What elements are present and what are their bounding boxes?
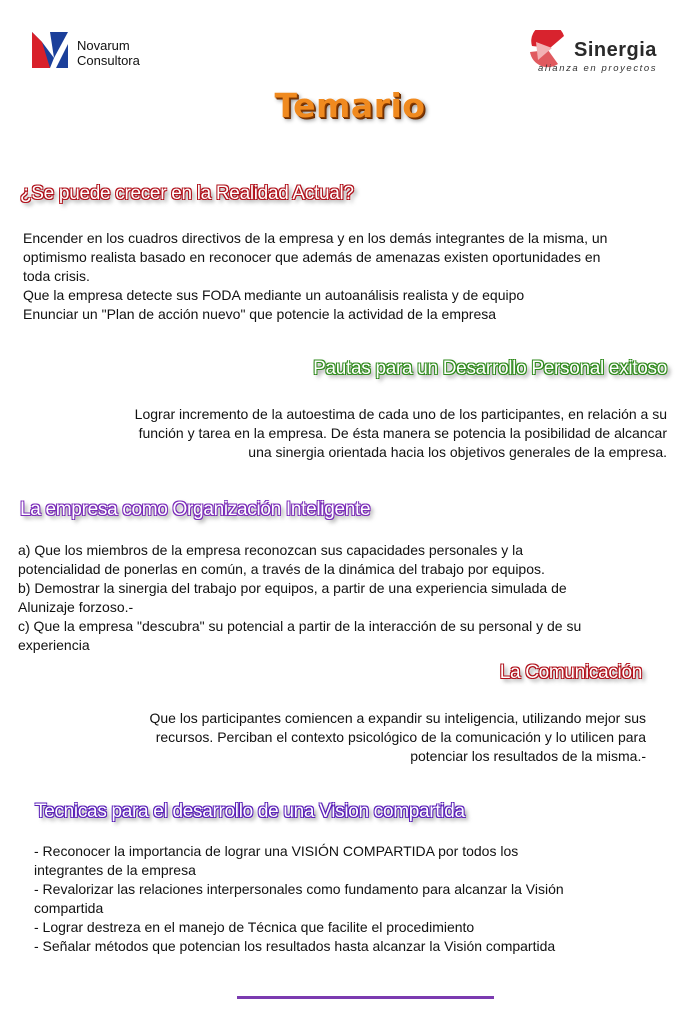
text-line: Que la empresa detecte sus FODA mediante un autoanálisis realista y de equipo [23, 287, 525, 303]
section-heading-organizacion: La empresa como Organización Inteligente [20, 499, 371, 520]
text-line: - Revalorizar las relaciones interpersonales como fundamento para alcanzar la Visión [34, 881, 564, 897]
text-line: - Señalar métodos que potencian los resultados hasta alcanzar la Visión compartida [34, 938, 556, 954]
text-line: - Lograr destreza en el manejo de Técnica que facilite el procedimiento [34, 919, 475, 935]
text-line: Alunizaje forzoso.- [18, 599, 134, 615]
text-line: potenciar los resultados de la misma.- [410, 748, 646, 764]
novarum-brand [77, 38, 140, 68]
text-line: optimismo realista basado en reconocer que además de amenazas existen oportunidades en [23, 249, 601, 265]
text-line: potencialidad de ponerlas en común, a través de la dinámica del trabajo por equipos. [18, 561, 545, 577]
novarum-logo-icon [30, 28, 70, 72]
section-body-pautas [47, 405, 667, 462]
section-body-organizacion [18, 541, 678, 655]
brand-line-1: Novarum [77, 38, 130, 53]
text-line: una sinergia orientada hacia los objetivos generales de la empresa. [248, 444, 667, 460]
brand-line-2: Consultora [77, 53, 140, 68]
text-line: recursos. Perciban el contexto psicológico de la comunicación y lo utilicen para [155, 729, 646, 745]
section-body-realidad [23, 229, 673, 324]
section-body-vision [34, 842, 674, 956]
section-heading-pautas: Pautas para un Desarrollo Personal exitoso [313, 358, 667, 379]
text-line: compartida [34, 900, 104, 916]
bottom-divider [237, 996, 494, 999]
sinergia-name: Sinergia [574, 39, 657, 61]
text-line: integrantes de la empresa [34, 862, 196, 878]
text-line: a) Que los miembros de la empresa reconozcan sus capacidades personales y la [18, 542, 524, 558]
text-line: Enunciar un "Plan de acción nuevo" que potencie la actividad de la empresa [23, 306, 497, 322]
text-line: Lograr incremento de la autoestima de cada uno de los participantes, en relación a su [134, 406, 667, 422]
text-line: toda crisis. [23, 268, 90, 284]
text-line: experiencia [18, 637, 90, 653]
section-body-comunicacion [46, 709, 646, 766]
text-line: Que los participantes comiencen a expandir su inteligencia, utilizando mejor sus [149, 710, 646, 726]
section-heading-comunicacion: La Comunicación [499, 662, 642, 683]
section-heading-vision: Tecnicas para el desarrollo de una Vision compartida [35, 801, 465, 822]
section-heading-realidad: ¿Se puede crecer en la Realidad Actual? [20, 183, 354, 204]
text-line: - Reconocer la importancia de lograr una VISIÓN COMPARTIDA por todos los [34, 843, 519, 859]
page-title: Temario [274, 86, 426, 125]
sinergia-tagline: alianza en proyectos [538, 63, 658, 74]
text-line: función y tarea en la empresa. De ésta manera se potencia la posibilidad de alcancar [138, 425, 667, 441]
text-line: b) Demostrar la sinergia del trabajo por equipos, a partir de una experiencia simulada de [18, 580, 567, 596]
text-line: c) Que la empresa "descubra" su potencial a partir de la interacción de su personal y de su [18, 618, 582, 634]
text-line: Encender en los cuadros directivos de la empresa y en los demás integrantes de la misma, un [23, 230, 608, 246]
